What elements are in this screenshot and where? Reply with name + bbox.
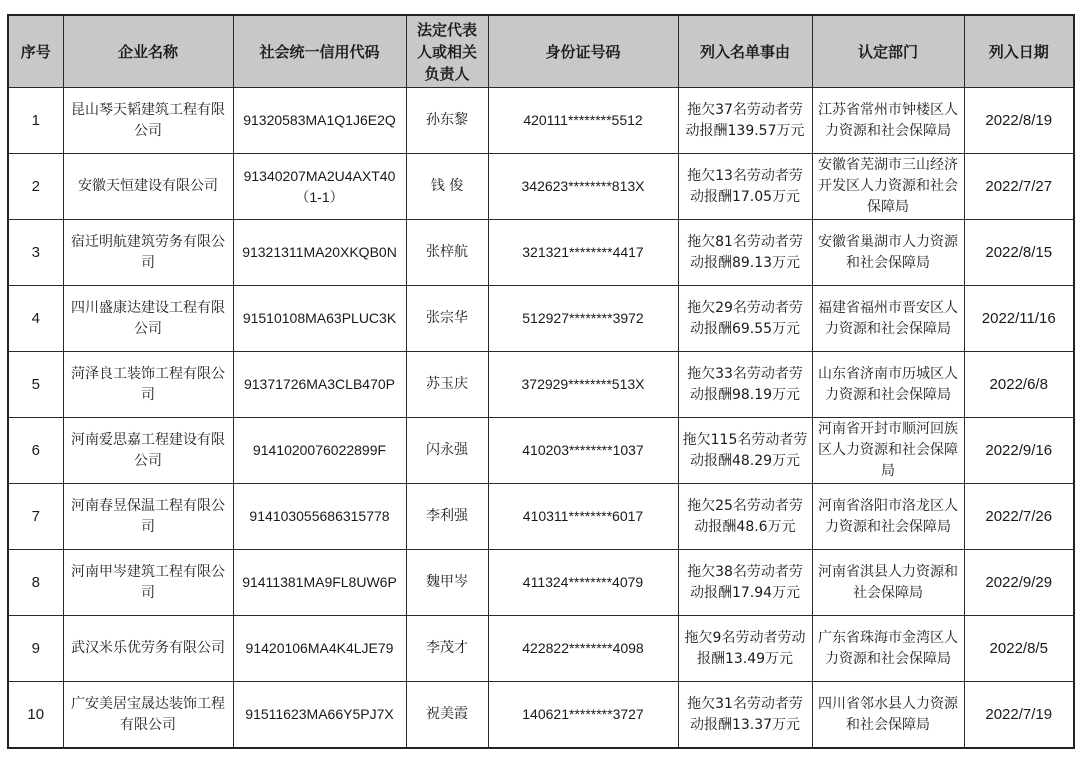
cell-index: 3 (8, 220, 63, 286)
cell-id-number: 342623********813X (488, 154, 678, 220)
header-id-number: 身份证号码 (488, 15, 678, 88)
cell-company: 菏泽良工装饰工程有限公司 (63, 352, 233, 418)
cell-credit-code: 91511623MA66Y5PJ7X (233, 682, 406, 749)
table-row (8, 616, 1074, 682)
cell-index: 5 (8, 352, 63, 418)
header-credit-code: 社会统一信用代码 (233, 15, 406, 88)
cell-department: 江苏省常州市钟楼区人力资源和社会保障局 (812, 88, 964, 154)
cell-company: 四川盛康达建设工程有限公司 (63, 286, 233, 352)
cell-id-number: 422822********4098 (488, 616, 678, 682)
cell-id-number: 410203********1037 (488, 418, 678, 484)
cell-credit-code: 91320583MA1Q1J6E2Q (233, 88, 406, 154)
cell-date: 2022/9/29 (964, 550, 1074, 616)
cell-id-number: 372929********513X (488, 352, 678, 418)
blacklist-table (7, 14, 1075, 749)
cell-credit-code: 91411381MA9FL8UW6P (233, 550, 406, 616)
cell-company: 昆山琴天韬建筑工程有限公司 (63, 88, 233, 154)
cell-company: 河南甲岑建筑工程有限公司 (63, 550, 233, 616)
cell-reason: 拖欠115名劳动者劳动报酬48.29万元 (678, 418, 812, 484)
cell-id-number: 512927********3972 (488, 286, 678, 352)
cell-date: 2022/7/19 (964, 682, 1074, 749)
cell-department: 四川省邻水县人力资源和社会保障局 (812, 682, 964, 749)
table-row (8, 220, 1074, 286)
table-row (8, 352, 1074, 418)
cell-credit-code: 914103055686315778 (233, 484, 406, 550)
cell-id-number: 321321********4417 (488, 220, 678, 286)
cell-representative: 苏玉庆 (406, 352, 488, 418)
cell-index: 8 (8, 550, 63, 616)
cell-department: 广东省珠海市金湾区人力资源和社会保障局 (812, 616, 964, 682)
cell-reason: 拖欠33名劳动者劳动报酬98.19万元 (678, 352, 812, 418)
cell-credit-code: 91321311MA20XKQB0N (233, 220, 406, 286)
cell-date: 2022/7/27 (964, 154, 1074, 220)
table-row (8, 550, 1074, 616)
cell-department: 河南省开封市顺河回族区人力资源和社会保障局 (812, 418, 964, 484)
table-row (8, 154, 1074, 220)
cell-reason: 拖欠25名劳动者劳动报酬48.6万元 (678, 484, 812, 550)
cell-id-number: 420111********5512 (488, 88, 678, 154)
cell-credit-code: 9141020076022899F (233, 418, 406, 484)
table-header-row (8, 15, 1074, 88)
cell-index: 9 (8, 616, 63, 682)
cell-date: 2022/8/5 (964, 616, 1074, 682)
header-index: 序号 (8, 15, 63, 88)
cell-date: 2022/8/15 (964, 220, 1074, 286)
cell-date: 2022/11/16 (964, 286, 1074, 352)
table-row (8, 88, 1074, 154)
cell-index: 4 (8, 286, 63, 352)
cell-department: 安徽省芜湖市三山经济开发区人力资源和社会保障局 (812, 154, 964, 220)
cell-reason: 拖欠13名劳动者劳动报酬17.05万元 (678, 154, 812, 220)
cell-date: 2022/8/19 (964, 88, 1074, 154)
cell-reason: 拖欠37名劳动者劳动报酬139.57万元 (678, 88, 812, 154)
cell-id-number: 410311********6017 (488, 484, 678, 550)
blacklist-table-container (7, 14, 1073, 749)
cell-company: 宿迁明航建筑劳务有限公司 (63, 220, 233, 286)
cell-credit-code: 91510108MA63PLUC3K (233, 286, 406, 352)
cell-credit-code: 91340207MA2U4AXT40（1-1） (233, 154, 406, 220)
table-row (8, 286, 1074, 352)
cell-department: 河南省洛阳市洛龙区人力资源和社会保障局 (812, 484, 964, 550)
cell-reason: 拖欠9名劳动者劳动报酬13.49万元 (678, 616, 812, 682)
cell-representative: 张梓航 (406, 220, 488, 286)
cell-reason: 拖欠38名劳动者劳动报酬17.94万元 (678, 550, 812, 616)
table-row (8, 418, 1074, 484)
cell-company: 河南春昱保温工程有限公司 (63, 484, 233, 550)
cell-company: 广安美居宝晟达装饰工程有限公司 (63, 682, 233, 749)
cell-date: 2022/7/26 (964, 484, 1074, 550)
cell-representative: 李利强 (406, 484, 488, 550)
cell-representative: 张宗华 (406, 286, 488, 352)
table-row (8, 484, 1074, 550)
cell-representative: 孙东黎 (406, 88, 488, 154)
cell-reason: 拖欠31名劳动者劳动报酬13.37万元 (678, 682, 812, 749)
cell-index: 1 (8, 88, 63, 154)
header-department: 认定部门 (812, 15, 964, 88)
cell-representative: 钱 俊 (406, 154, 488, 220)
cell-representative: 祝美霞 (406, 682, 488, 749)
cell-department: 河南省淇县人力资源和社会保障局 (812, 550, 964, 616)
table-row (8, 682, 1074, 749)
cell-reason: 拖欠29名劳动者劳动报酬69.55万元 (678, 286, 812, 352)
cell-department: 安徽省巢湖市人力资源和社会保障局 (812, 220, 964, 286)
header-representative: 法定代表人或相关负责人 (406, 15, 488, 88)
cell-credit-code: 91371726MA3CLB470P (233, 352, 406, 418)
cell-index: 10 (8, 682, 63, 749)
cell-id-number: 140621********3727 (488, 682, 678, 749)
cell-index: 2 (8, 154, 63, 220)
cell-index: 7 (8, 484, 63, 550)
cell-department: 山东省济南市历城区人力资源和社会保障局 (812, 352, 964, 418)
cell-credit-code: 91420106MA4K4LJE79 (233, 616, 406, 682)
cell-index: 6 (8, 418, 63, 484)
cell-representative: 闪永强 (406, 418, 488, 484)
header-date: 列入日期 (964, 15, 1074, 88)
cell-reason: 拖欠81名劳动者劳动报酬89.13万元 (678, 220, 812, 286)
cell-representative: 李茂才 (406, 616, 488, 682)
cell-company: 武汉米乐优劳务有限公司 (63, 616, 233, 682)
cell-id-number: 411324********4079 (488, 550, 678, 616)
cell-company: 河南爱思嘉工程建设有限公司 (63, 418, 233, 484)
cell-department: 福建省福州市晋安区人力资源和社会保障局 (812, 286, 964, 352)
cell-representative: 魏甲岑 (406, 550, 488, 616)
header-company: 企业名称 (63, 15, 233, 88)
header-reason: 列入名单事由 (678, 15, 812, 88)
cell-date: 2022/9/16 (964, 418, 1074, 484)
cell-date: 2022/6/8 (964, 352, 1074, 418)
cell-company: 安徽天恒建设有限公司 (63, 154, 233, 220)
